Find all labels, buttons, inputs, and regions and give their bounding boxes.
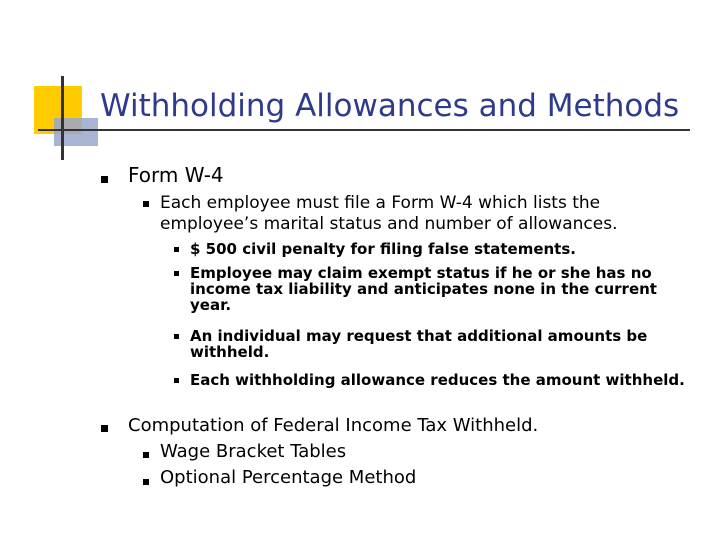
vertical-rule	[61, 76, 64, 160]
list-item-exempt-status: Employee may claim exempt status if he or she has no income tax liability and anticipates none in the current year.	[190, 264, 657, 314]
bullet-icon	[101, 176, 108, 183]
bullet-icon	[174, 271, 179, 276]
bullet-icon	[143, 201, 149, 207]
list-item-penalty: $ 500 civil penalty for filing false statements.	[190, 240, 576, 258]
horizontal-rule	[38, 129, 690, 131]
list-item-employee-w4: Each employee must file a Form W-4 which lists the employee’s marital status and number of allowances.	[160, 193, 618, 234]
bullet-icon	[143, 479, 149, 485]
list-item-allowance-reduces: Each withholding allowance reduces the amount withheld.	[190, 371, 685, 389]
list-item-additional-amounts: An individual may request that additional amounts be withheld.	[190, 327, 648, 361]
bullet-icon	[174, 334, 179, 339]
slide-title: Withholding Allowances and Methods	[100, 88, 680, 124]
bullet-icon	[143, 452, 149, 458]
list-item-computation: Computation of Federal Income Tax Withheld.	[128, 415, 539, 436]
bullet-icon	[101, 425, 108, 432]
list-item-percentage-method: Optional Percentage Method	[160, 467, 417, 488]
bullet-icon	[174, 378, 179, 383]
list-item-wage-bracket: Wage Bracket Tables	[160, 441, 347, 462]
bullet-icon	[174, 247, 179, 252]
list-item-form-w4: Form W-4	[128, 163, 224, 187]
